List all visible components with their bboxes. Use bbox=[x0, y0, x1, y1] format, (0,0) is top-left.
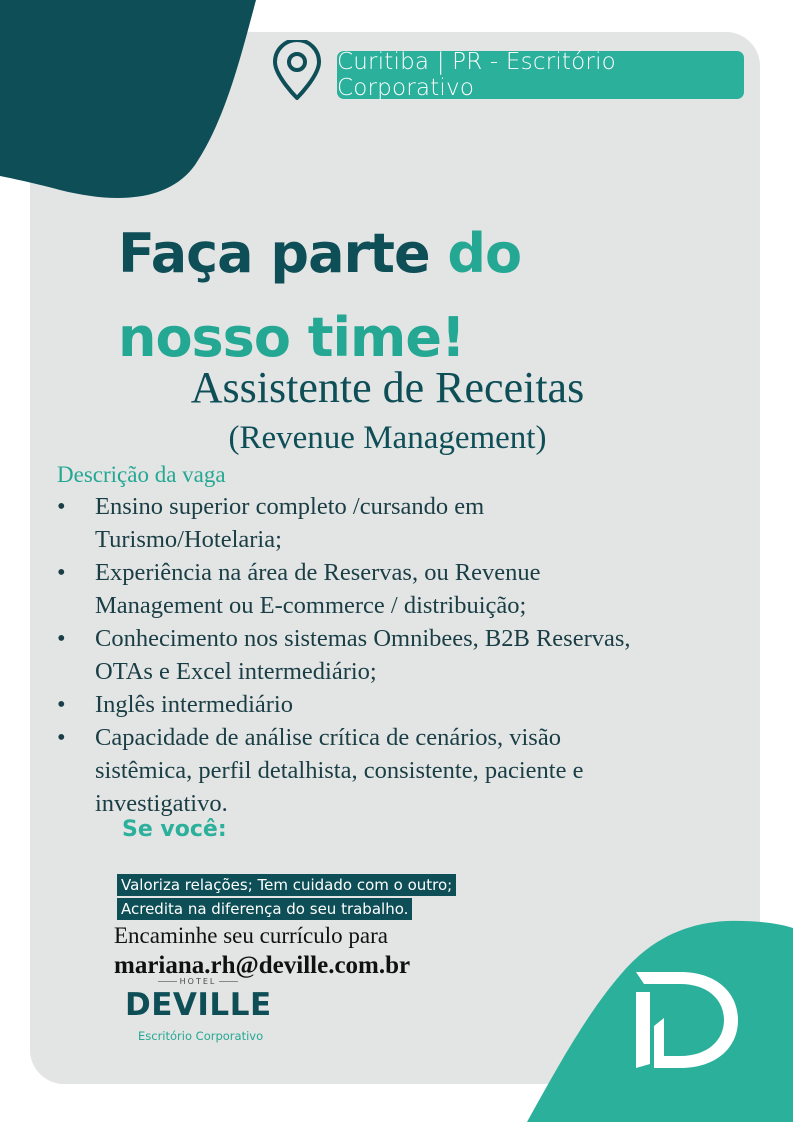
se-voce-label: Se você: bbox=[122, 817, 227, 842]
requirement-line: investigativo. bbox=[95, 790, 228, 817]
requirement-line: Inglês intermediário bbox=[95, 691, 293, 718]
requirement-item bbox=[57, 721, 767, 820]
deville-d-logo-icon bbox=[632, 968, 742, 1072]
job-title: Assistente de Receitas bbox=[190, 363, 585, 412]
requirement-line: Capacidade de análise crítica de cenários, visão bbox=[95, 724, 561, 751]
requirement-line: Ensino superior completo /cursando em bbox=[95, 493, 485, 520]
requirement-item bbox=[57, 688, 767, 721]
requirement-line: OTAs e Excel intermediário; bbox=[95, 658, 377, 685]
contact-text: Encaminhe seu currículo para bbox=[114, 923, 388, 948]
requirement-line: Conhecimento nos sistemas Omnibees, B2B Reservas, bbox=[95, 625, 631, 652]
requirement-line: sistêmica, perfil detalhista, consistente, paciente e bbox=[95, 757, 584, 784]
requirement-item bbox=[57, 622, 767, 688]
headline bbox=[118, 212, 521, 380]
location-pin-icon bbox=[271, 40, 323, 102]
highlight-line: Valoriza relações; Tem cuidado com o outro; bbox=[117, 874, 456, 896]
requirement-line: Management ou E-commerce / distribuição; bbox=[95, 592, 527, 619]
deville-logo bbox=[120, 977, 280, 1047]
location-text: Curitiba | PR - Escritório Corporativo bbox=[337, 49, 616, 101]
contact-email[interactable]: mariana.rh@deville.com.br bbox=[114, 952, 411, 979]
bullet-marker: • bbox=[57, 625, 66, 652]
requirement-item bbox=[57, 490, 767, 556]
highlight-line: Acredita na diferença do seu trabalho. bbox=[117, 898, 412, 920]
logo-brand: DEVILLE bbox=[125, 987, 272, 1023]
requirement-line: Turismo/Hotelaria; bbox=[95, 526, 282, 553]
bullet-marker: • bbox=[57, 559, 66, 586]
headline-line2: nosso time! bbox=[118, 306, 465, 369]
requirement-item bbox=[57, 556, 767, 622]
bullet-marker: • bbox=[57, 691, 66, 718]
requirements-list bbox=[57, 490, 767, 820]
description-label: Descrição da vaga bbox=[57, 462, 226, 487]
bullet-marker: • bbox=[57, 724, 66, 751]
headline-line1-teal: do bbox=[447, 222, 522, 285]
job-subtitle: (Revenue Management) bbox=[228, 420, 547, 456]
top-left-decorative-shape bbox=[0, 0, 256, 200]
location-badge bbox=[337, 51, 744, 99]
logo-subtitle: Escritório Corporativo bbox=[138, 1029, 264, 1043]
requirement-line: Experiência na área de Reservas, ou Revenue bbox=[95, 559, 541, 586]
bullet-marker: • bbox=[57, 493, 66, 520]
headline-line1-dark: Faça parte bbox=[118, 222, 430, 285]
logo-hotel-text: HOTEL bbox=[155, 977, 241, 986]
